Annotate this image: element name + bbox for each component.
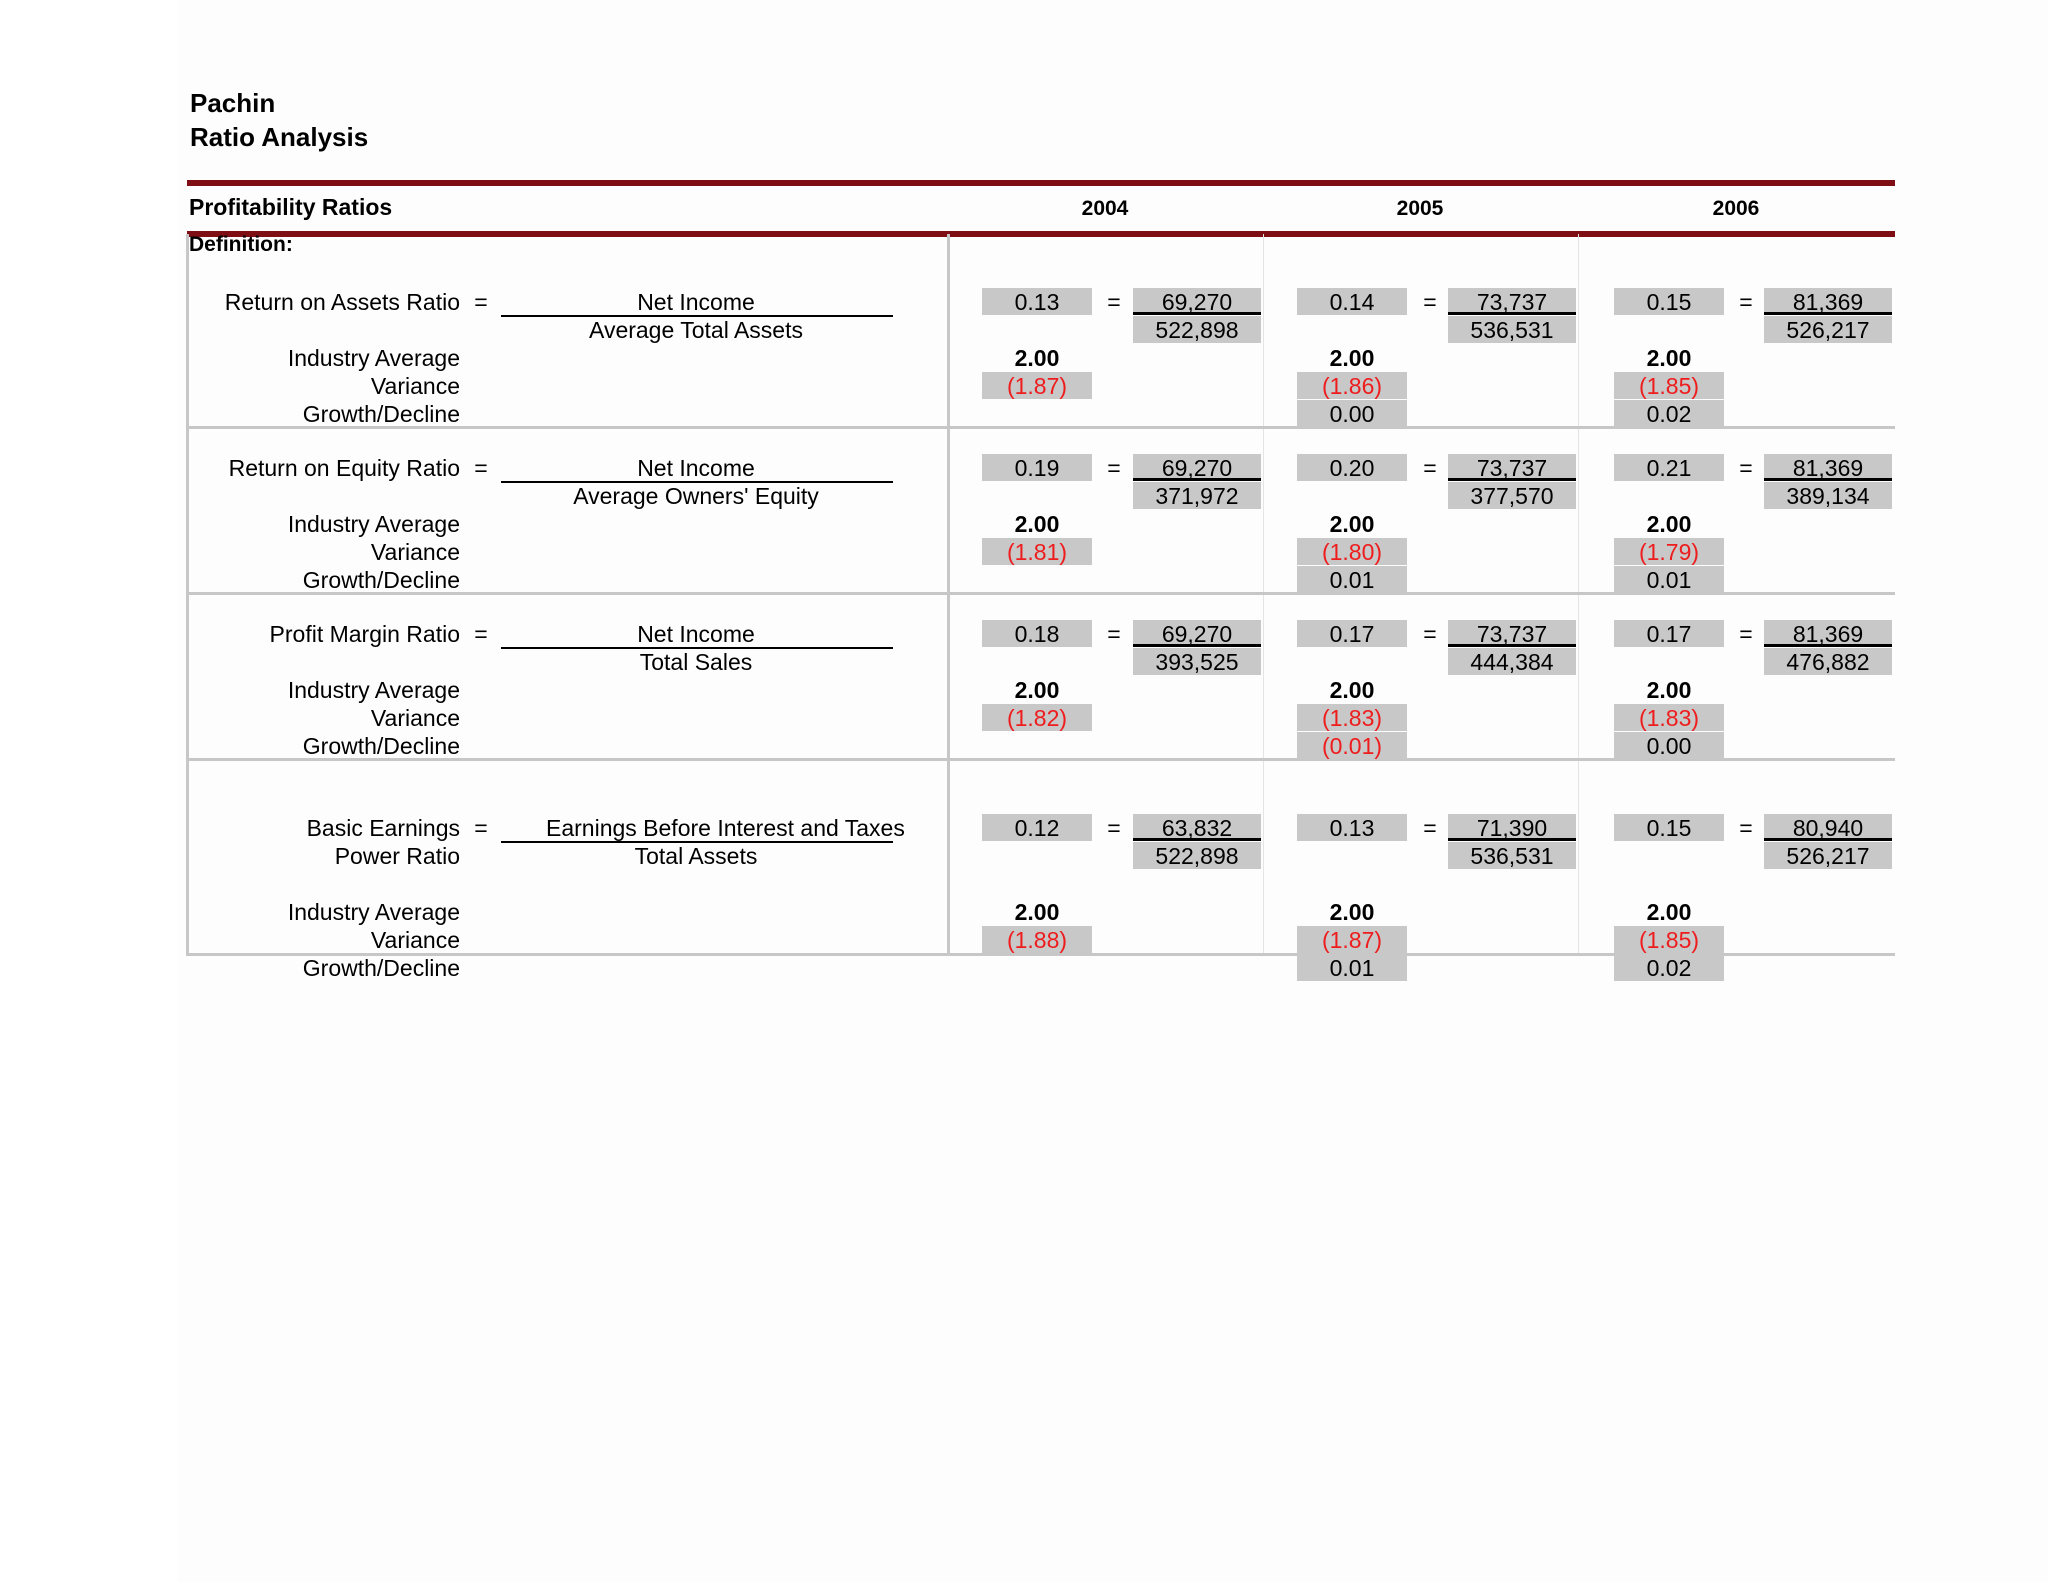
equals-sign: = — [1107, 289, 1121, 315]
denominator-value-2004: 393,525 — [1133, 648, 1261, 675]
growth-decline-label: Growth/Decline — [302, 567, 460, 593]
industry-average-value-2006: 2.00 — [1646, 899, 1692, 925]
ratio-value-2006: 0.17 — [1614, 620, 1724, 647]
growth-value-2005: (0.01) — [1297, 732, 1407, 759]
industry-average-value-2006: 2.00 — [1646, 345, 1692, 371]
equals-sign: = — [1739, 289, 1753, 315]
ratio-value-2004: 0.18 — [982, 620, 1092, 647]
growth-decline-label: Growth/Decline — [302, 733, 460, 759]
numerator-value-2005: 73,737 — [1448, 454, 1576, 481]
growth-decline-label: Growth/Decline — [302, 955, 460, 981]
equals-sign: = — [1739, 455, 1753, 481]
formula-denominator: Average Owners' Equity — [573, 483, 819, 509]
ratio-value-2005: 0.20 — [1297, 454, 1407, 481]
grid-divider-2005 — [1263, 234, 1264, 956]
grid-divider-2006 — [1578, 234, 1579, 956]
ratio-value-2004: 0.13 — [982, 288, 1092, 315]
equals-sign: = — [1739, 621, 1753, 647]
numerator-value-2006: 80,940 — [1764, 814, 1892, 841]
definition-label: Definition: — [189, 233, 293, 256]
header-rule-bottom — [187, 231, 1895, 237]
denominator-value-2006: 476,882 — [1764, 648, 1892, 675]
denominator-value-2006: 526,217 — [1764, 316, 1892, 343]
denominator-value-2005: 536,531 — [1448, 316, 1576, 343]
numerator-value-2006: 81,369 — [1764, 288, 1892, 315]
growth-value-2006: 0.02 — [1614, 400, 1724, 427]
numerator-value-2005: 73,737 — [1448, 620, 1576, 647]
numerator-value-2006: 81,369 — [1764, 620, 1892, 647]
variance-value-2005: (1.86) — [1297, 372, 1407, 399]
equals-sign: = — [474, 455, 488, 481]
variance-value-2004: (1.88) — [982, 926, 1092, 953]
ratio-name: Power Ratio — [334, 843, 460, 869]
formula-numerator: Net Income — [637, 621, 755, 647]
industry-average-label: Industry Average — [287, 345, 460, 371]
variance-label: Variance — [370, 539, 460, 565]
formula-numerator: Net Income — [637, 289, 755, 315]
growth-value-2005: 0.01 — [1297, 566, 1407, 593]
variance-value-2005: (1.87) — [1297, 926, 1407, 953]
ratio-value-2005: 0.17 — [1297, 620, 1407, 647]
equals-sign: = — [1107, 621, 1121, 647]
denominator-value-2006: 526,217 — [1764, 842, 1892, 869]
ratio-name: Return on Assets Ratio — [224, 289, 460, 315]
variance-label: Variance — [370, 373, 460, 399]
equals-sign: = — [1423, 289, 1437, 315]
variance-value-2006: (1.85) — [1614, 372, 1724, 399]
numerator-value-2004: 69,270 — [1133, 288, 1261, 315]
variance-value-2004: (1.87) — [982, 372, 1092, 399]
year-header-2004: 2004 — [1081, 197, 1129, 220]
variance-value-2006: (1.79) — [1614, 538, 1724, 565]
denominator-value-2005: 444,384 — [1448, 648, 1576, 675]
company-name: Pachin — [190, 88, 276, 118]
variance-value-2004: (1.82) — [982, 704, 1092, 731]
denominator-value-2004: 522,898 — [1133, 842, 1261, 869]
equals-sign: = — [1739, 815, 1753, 841]
variance-value-2006: (1.83) — [1614, 704, 1724, 731]
industry-average-value-2006: 2.00 — [1646, 677, 1692, 703]
numerator-value-2005: 71,390 — [1448, 814, 1576, 841]
denominator-value-2004: 522,898 — [1133, 316, 1261, 343]
numerator-value-2004: 69,270 — [1133, 454, 1261, 481]
industry-average-value-2004: 2.00 — [1014, 677, 1060, 703]
equals-sign: = — [1107, 455, 1121, 481]
equals-sign: = — [1423, 815, 1437, 841]
ratio-value-2005: 0.14 — [1297, 288, 1407, 315]
formula-denominator: Average Total Assets — [589, 317, 803, 343]
variance-label: Variance — [370, 927, 460, 953]
industry-average-value-2006: 2.00 — [1646, 511, 1692, 537]
industry-average-value-2005: 2.00 — [1329, 511, 1375, 537]
growth-value-2005: 0.01 — [1297, 954, 1407, 981]
numerator-value-2004: 69,270 — [1133, 620, 1261, 647]
ratio-value-2004: 0.19 — [982, 454, 1092, 481]
industry-average-value-2005: 2.00 — [1329, 677, 1375, 703]
equals-sign: = — [1423, 621, 1437, 647]
section-title: Profitability Ratios — [189, 194, 393, 220]
denominator-value-2005: 536,531 — [1448, 842, 1576, 869]
equals-sign: = — [1107, 815, 1121, 841]
report-title: Ratio Analysis — [190, 122, 369, 152]
denominator-value-2006: 389,134 — [1764, 482, 1892, 509]
ratio-name: Return on Equity Ratio — [228, 455, 460, 481]
growth-value-2006: 0.00 — [1614, 732, 1724, 759]
formula-denominator: Total Sales — [639, 649, 753, 675]
equals-sign: = — [474, 621, 488, 647]
ratio-value-2006: 0.21 — [1614, 454, 1724, 481]
numerator-value-2005: 73,737 — [1448, 288, 1576, 315]
year-header-2005: 2005 — [1396, 197, 1444, 220]
industry-average-value-2004: 2.00 — [1014, 345, 1060, 371]
variance-value-2005: (1.80) — [1297, 538, 1407, 565]
variance-value-2004: (1.81) — [982, 538, 1092, 565]
industry-average-label: Industry Average — [287, 677, 460, 703]
variance-label: Variance — [370, 705, 460, 731]
year-header-2006: 2006 — [1712, 197, 1760, 220]
equals-sign: = — [1423, 455, 1437, 481]
growth-value-2006: 0.02 — [1614, 954, 1724, 981]
equals-sign: = — [474, 289, 488, 315]
variance-value-2006: (1.85) — [1614, 926, 1724, 953]
ratio-name: Profit Margin Ratio — [269, 621, 460, 647]
equals-sign: = — [474, 815, 488, 841]
numerator-value-2004: 63,832 — [1133, 814, 1261, 841]
variance-value-2005: (1.83) — [1297, 704, 1407, 731]
numerator-value-2006: 81,369 — [1764, 454, 1892, 481]
ratio-name: Basic Earnings — [306, 815, 460, 841]
industry-average-value-2004: 2.00 — [1014, 899, 1060, 925]
industry-average-value-2004: 2.00 — [1014, 511, 1060, 537]
industry-average-label: Industry Average — [287, 511, 460, 537]
denominator-value-2005: 377,570 — [1448, 482, 1576, 509]
ratio-value-2004: 0.12 — [982, 814, 1092, 841]
industry-average-label: Industry Average — [287, 899, 460, 925]
denominator-value-2004: 371,972 — [1133, 482, 1261, 509]
grid-divider-definition — [947, 234, 950, 956]
formula-numerator: Earnings Before Interest and Taxes — [546, 815, 905, 841]
growth-value-2006: 0.01 — [1614, 566, 1724, 593]
formula-numerator: Net Income — [637, 455, 755, 481]
header-rule-top — [187, 180, 1895, 186]
industry-average-value-2005: 2.00 — [1329, 899, 1375, 925]
ratio-value-2006: 0.15 — [1614, 288, 1724, 315]
sheet-background — [178, 0, 2048, 1582]
growth-decline-label: Growth/Decline — [302, 401, 460, 427]
formula-denominator: Total Assets — [634, 843, 758, 869]
industry-average-value-2005: 2.00 — [1329, 345, 1375, 371]
ratio-value-2006: 0.15 — [1614, 814, 1724, 841]
growth-value-2005: 0.00 — [1297, 400, 1407, 427]
ratio-value-2005: 0.13 — [1297, 814, 1407, 841]
